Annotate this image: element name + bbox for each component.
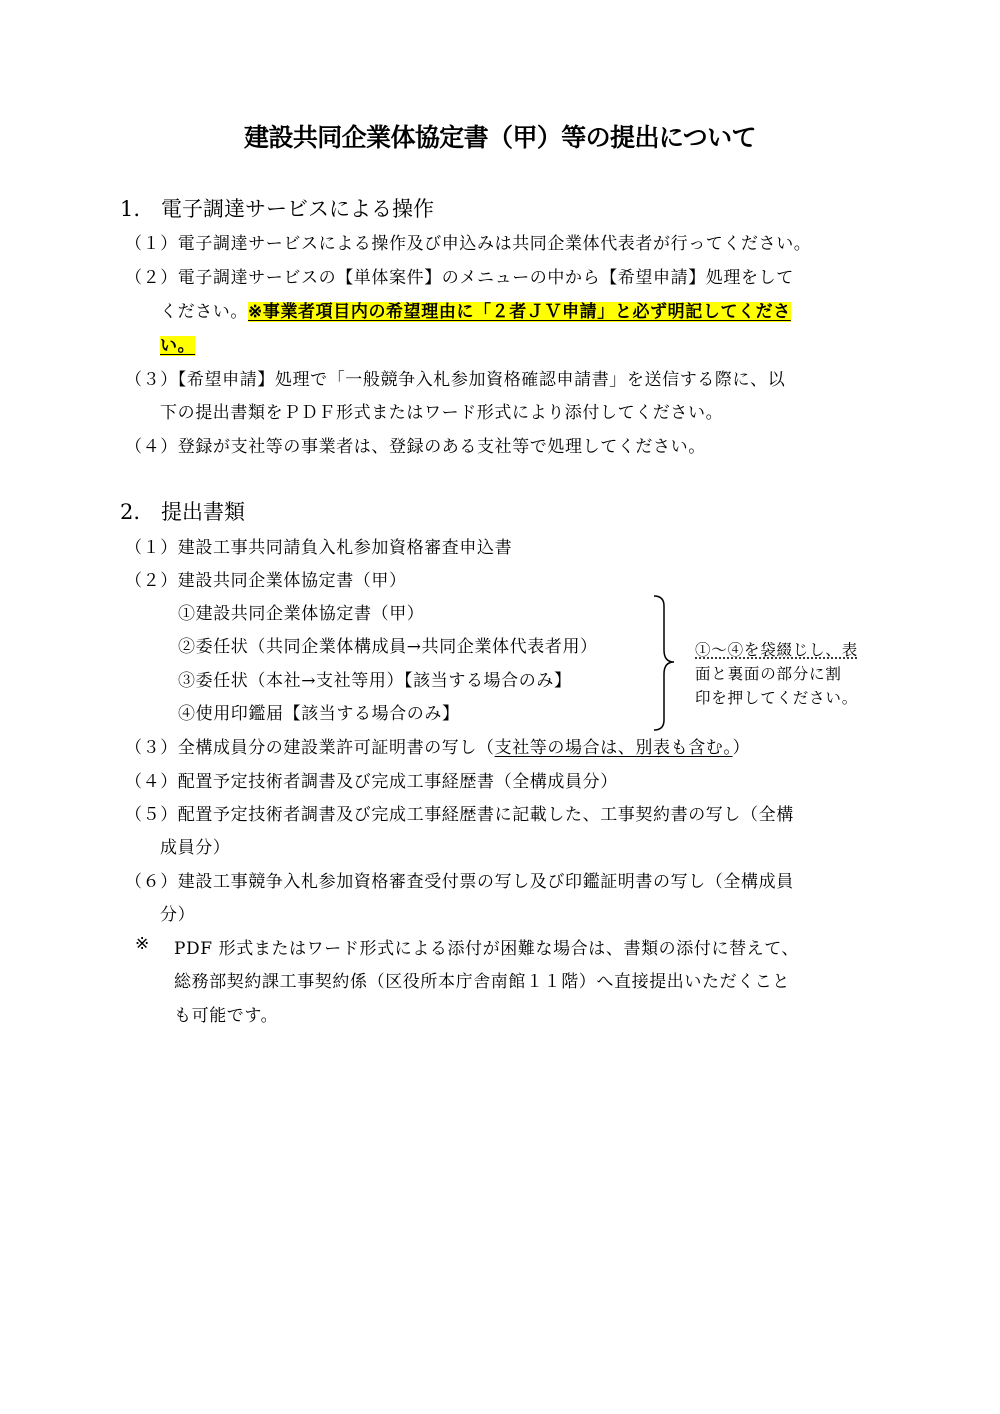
section1-item2-line1: （２）電子調達サービスの【単体案件】のメニューの中から【希望申請】処理をして: [125, 268, 794, 288]
section2-item3-underlined: 支社等の場合は、別表も含む。: [494, 738, 733, 758]
remark-line1: PDF 形式またはワード形式による添付が困難な場合は、書類の添付に替えて、: [174, 939, 800, 959]
section2-item6-line1: （６）建設工事競争入札参加資格審査受付票の写し及び印鑑証明書の写し（全構成員: [125, 872, 794, 892]
section2-item2: （２）建設共同企業体協定書（甲）: [125, 571, 407, 591]
section1-item4: （４）登録が支社等の事業者は、登録のある支社等で処理してください。: [125, 437, 706, 457]
highlight-note: ※事業者項目内の希望理由に「２者ＪＶ申請」と必ず明記してくださ: [248, 302, 791, 322]
section2-item1: （１）建設工事共同請負入札参加資格審査申込書: [125, 538, 513, 558]
remark-line3: も可能です。: [174, 1006, 279, 1026]
sub-item-4: ④使用印鑑届【該当する場合のみ】: [178, 704, 460, 724]
highlight-note-end: い。: [160, 336, 196, 356]
section2-item3-end: ）: [732, 738, 751, 758]
section1-item2-line2: [160, 297, 791, 322]
sub-item-3: ③委任状（本社→支社等用）【該当する場合のみ】: [178, 671, 572, 691]
section1-heading: 1. 電子調達サービスによる操作: [120, 197, 435, 221]
section2-item5-line1: （５）配置予定技術者調書及び完成工事経歴書に記載した、工事契約書の写し（全構: [125, 805, 794, 825]
section1-item1: （１）電子調達サービスによる操作及び申込みは共同企業体代表者が行ってください。: [125, 234, 812, 254]
section1-item3-line1: （３）【希望申請】処理で「一般競争入札参加資格確認申請書」を送信する際に、以: [125, 370, 786, 390]
curly-brace-icon: [650, 592, 686, 734]
section1-item2-line3: [160, 331, 195, 356]
page-title: 建設共同企業体協定書（甲）等の提出について: [244, 123, 756, 152]
section2-item3-text: （３）全構成員分の建設業許可証明書の写し（: [125, 738, 495, 758]
remark-mark: ※: [135, 934, 150, 954]
binding-note-line3: 印を押してください。: [695, 689, 859, 707]
remark-line2: 総務部契約課工事契約係（区役所本庁舎南館１１階）へ直接提出いただくこと: [174, 972, 790, 992]
section1-item3-line2: 下の提出書類をＰＤＦ形式またはワード形式により添付してください。: [160, 403, 724, 423]
sub-item-2: ②委任状（共同企業体構成員→共同企業体代表者用）: [178, 637, 598, 657]
binding-note-line1: [695, 638, 858, 660]
section2-item4: （４）配置予定技術者調書及び完成工事経歴書（全構成員分）: [125, 772, 618, 792]
binding-note-text: ①～④を袋綴じし、表: [695, 641, 859, 659]
section2-item6-line2: 分）: [160, 905, 196, 925]
sub-item-1: ①建設共同企業体協定書（甲）: [178, 604, 425, 624]
binding-note-line2: 面と裏面の部分に割: [695, 665, 842, 683]
section2-item3: [125, 733, 750, 758]
section2-heading: 2. 提出書類: [120, 500, 246, 524]
section1-item2-text: ください。: [160, 302, 248, 322]
section2-item5-line2: 成員分）: [160, 838, 231, 858]
